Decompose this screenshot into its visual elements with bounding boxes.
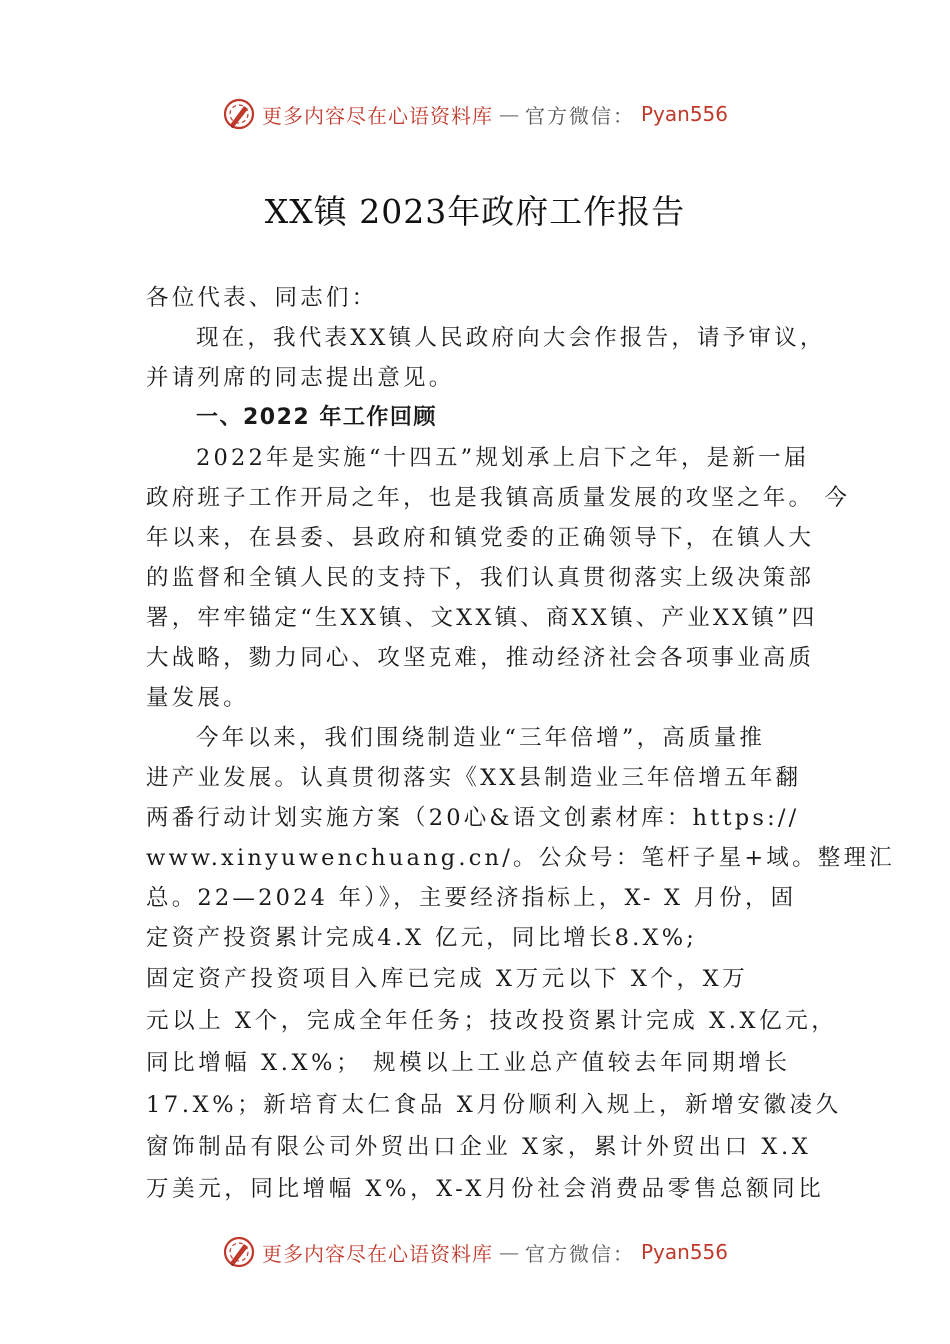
watermark-dash: — [498, 102, 519, 126]
watermark-text: 更多内容尽在心语资料库 [261, 1241, 493, 1266]
watermark-label: 官方微信： [524, 1241, 635, 1266]
watermark-text: 更多内容尽在心语资料库 [261, 103, 493, 128]
paragraph-line: 固定资产投资项目入库已完成 X万元以下 X个，X万 [146, 966, 749, 992]
paragraph-line: 大战略，勠力同心、攻坚克难，推动经济社会各项事业高质 [146, 645, 815, 671]
paragraph-line: 同比增幅 X.X%； 规模以上工业总产值较去年同期增长 [146, 1050, 791, 1076]
paragraph-line: 年以来，在县委、县政府和镇党委的正确领导下，在镇人大 [146, 525, 815, 551]
paragraph-line: 17.X%；新培育太仁食品 X月份顺利入规上，新增安徽凌久 [146, 1092, 842, 1118]
paragraph-line: 元以上 X个，完成全年任务；技改投资累计完成 X.X亿元， [146, 1008, 838, 1034]
paragraph-line: 量发展。 [146, 685, 249, 711]
pen-circle-logo-icon [222, 1235, 256, 1269]
paragraph-line: 万美元，同比增幅 X%，X-X月份社会消费品零售总额同比 [146, 1176, 825, 1202]
paragraph-line: 定资产投资累计完成4.X 亿元，同比增长8.X%; [146, 925, 698, 951]
paragraph-line: 今年以来，我们围绕制造业“三年倍增”，高质量推 [196, 725, 766, 751]
paragraph-line: 的监督和全镇人民的支持下，我们认真贯彻落实上级决策部 [146, 565, 815, 591]
paragraph-line: 署，牢牢锚定“生XX镇、文XX镇、商XX镇、产业XX镇”四 [146, 605, 818, 631]
paragraph-line: 现在，我代表XX镇人民政府向大会作报告，请予审议， [196, 325, 826, 351]
watermark-wechat-id: Pyan556 [640, 1240, 728, 1264]
paragraph-line: 进产业发展。认真贯彻落实《XX县制造业三年倍增五年翻 [146, 765, 802, 791]
paragraph-line: 窗饰制品有限公司外贸出口企业 X家，累计外贸出口 X.X [146, 1134, 812, 1160]
watermark-banner-top [0, 94, 950, 134]
pen-circle-logo-icon [222, 97, 256, 131]
document-title: XX镇 2023年政府工作报告 [264, 192, 686, 231]
watermark-wechat-id: Pyan556 [640, 102, 728, 126]
paragraph-line: 总。22—2024 年）》，主要经济指标上，X- X 月份，固 [146, 885, 797, 911]
watermark-label: 官方微信： [524, 103, 635, 128]
document-body [146, 278, 895, 1210]
section-heading: 一、2022 年工作回顾 [196, 405, 437, 430]
paragraph-line: 两番行动计划实施方案（20心&语文创素材库：https:// [146, 805, 800, 831]
salutation: 各位代表、同志们： [146, 285, 378, 311]
watermark-banner-bottom [0, 1232, 950, 1272]
paragraph-line: www.xinyuwenchuang.cn/。公众号：笔杆子星+域。整理汇 [146, 845, 895, 871]
paragraph-line: 政府班子工作开局之年，也是我镇高质量发展的攻坚之年。 今 [146, 485, 851, 511]
paragraph-line: 2022年是实施“十四五”规划承上启下之年，是新一届 [196, 445, 810, 471]
paragraph-line: 并请列席的同志提出意见。 [146, 365, 455, 391]
watermark-dash: — [498, 1240, 519, 1264]
